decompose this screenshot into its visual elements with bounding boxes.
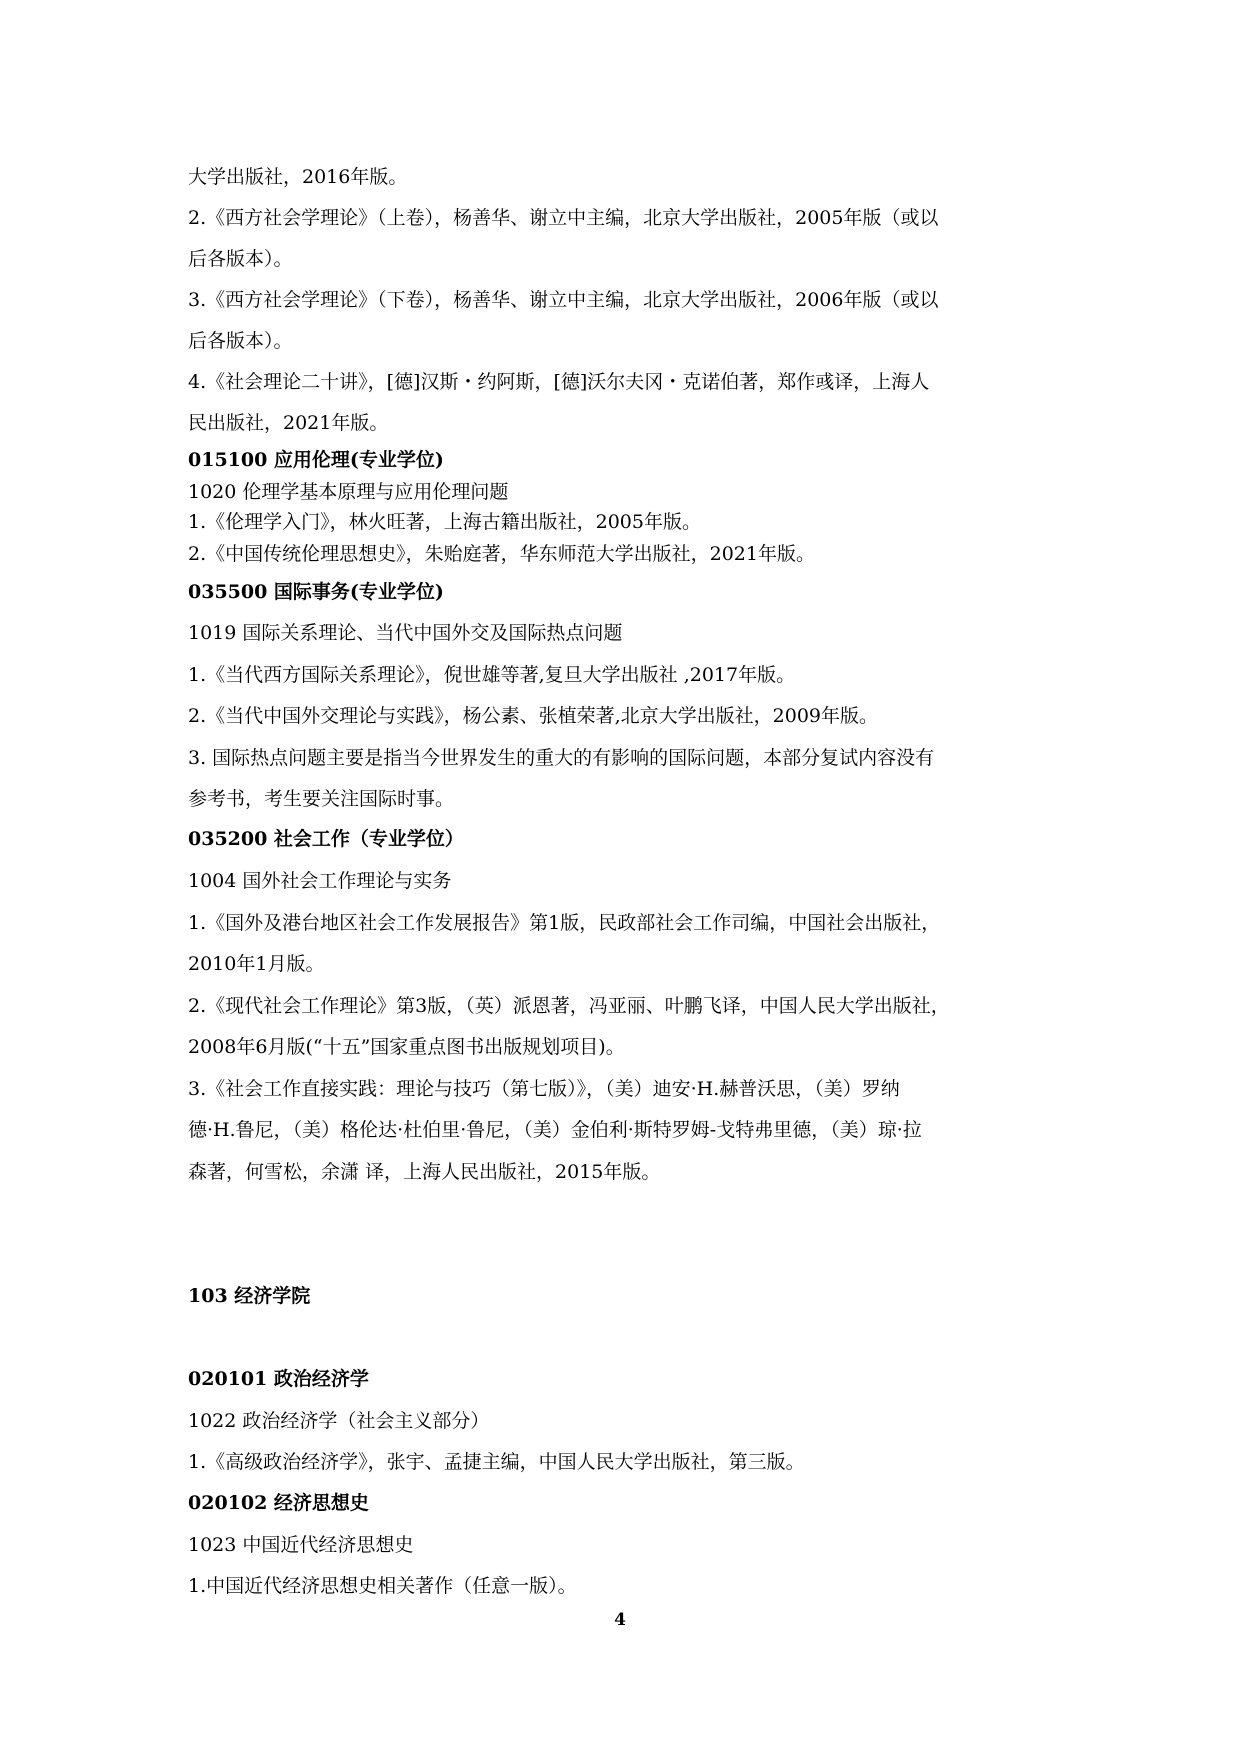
text-line: 参考书，考生要关注国际时事。 <box>188 788 455 810</box>
text-line: 2.《西方社会学理论》（上卷），杨善华、谢立中主编，北京大学出版社，2005年版（或以 <box>188 207 939 229</box>
text-line: 3.《社会工作直接实践：理论与技巧（第七版）》，（美）迪安·H.赫普沃思，（美）罗纳 <box>188 1078 900 1100</box>
text-line: 1.《当代西方国际关系理论》，倪世雄等著,复旦大学出版社 ,2017年版。 <box>188 664 796 686</box>
text-line: 1.《高级政治经济学》，张宇、孟捷主编，中国人民大学出版社，第三版。 <box>188 1451 805 1473</box>
text-line: 2008年6月版(“十五”国家重点图书出版规划项目)。 <box>188 1036 625 1058</box>
text-line: 1.中国近代经济思想史相关著作（任意一版）。 <box>188 1575 577 1597</box>
page-number: 4 <box>614 1610 626 1630</box>
course-title: 1023 中国近代经济思想史 <box>188 1534 414 1556</box>
text-line: 大学出版社，2016年版。 <box>188 166 408 188</box>
section-heading: 035500 国际事务(专业学位) <box>188 581 444 603</box>
text-line: 3.《西方社会学理论》（下卷），杨善华、谢立中主编，北京大学出版社，2006年版（或以 <box>188 289 939 311</box>
section-heading: 035200 社会工作（专业学位） <box>188 828 464 850</box>
section-heading: 020102 经济思想史 <box>188 1492 369 1514</box>
text-line: 民出版社，2021年版。 <box>188 412 389 434</box>
text-line: 德·H.鲁尼，（美）格伦达·杜伯里·鲁尼，（美）金伯利·斯特罗姆-戈特弗里德，（美）琼·拉 <box>188 1119 922 1141</box>
course-title: 1004 国外社会工作理论与实务 <box>188 870 452 892</box>
course-title: 1019 国际关系理论、当代中国外交及国际热点问题 <box>188 622 623 644</box>
text-line: 后各版本）。 <box>188 248 293 270</box>
course-title: 1022 政治经济学（社会主义部分） <box>188 1410 490 1432</box>
section-heading: 015100 应用伦理(专业学位) <box>188 449 444 471</box>
text-line: 3. 国际热点问题主要是指当今世界发生的重大的有影响的国际问题，本部分复试内容没有 <box>188 747 935 769</box>
text-line: 1.《国外及港台地区社会工作发展报告》第1版，民政部社会工作司编，中国社会出版社， <box>188 912 941 934</box>
course-title: 1020 伦理学基本原理与应用伦理问题 <box>188 481 509 503</box>
text-line: 4.《社会理论二十讲》，[德]汉斯・约阿斯，[德]沃尔夫冈・克诺伯著，郑作彧译，上海人 <box>188 371 930 393</box>
text-line: 2010年1月版。 <box>188 953 325 975</box>
text-line: 2.《中国传统伦理思想史》，朱贻庭著，华东师范大学出版社，2021年版。 <box>188 543 815 565</box>
text-line: 后各版本）。 <box>188 330 293 352</box>
school-heading: 103 经济学院 <box>188 1285 311 1307</box>
text-line: 2.《当代中国外交理论与实践》，杨公素、张植荣著,北京大学出版社，2009年版。 <box>188 705 879 727</box>
section-heading: 020101 政治经济学 <box>188 1368 369 1390</box>
text-line: 森著，何雪松，余潇 译，上海人民出版社，2015年版。 <box>188 1161 661 1183</box>
text-line: 1.《伦理学入门》，林火旺著，上海古籍出版社，2005年版。 <box>188 511 701 533</box>
text-line: 2.《现代社会工作理论》第3版，（英）派恩著，冯亚丽、叶鹏飞译，中国人民大学出版社， <box>188 995 950 1017</box>
